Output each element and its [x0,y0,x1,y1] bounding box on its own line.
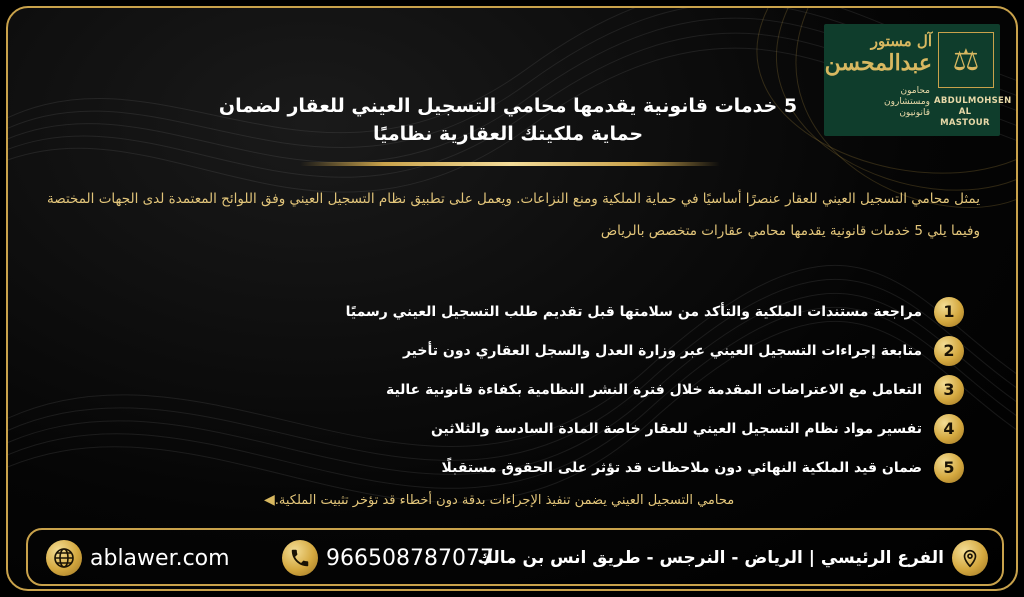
list-item [324,448,964,487]
phone-number: 966508787077 [326,545,494,571]
services-lead-in: وفيما يلي 5 خدمات قانونية يقدمها محامي عقارات متخصص بالرياض [600,223,980,239]
arrow-left-icon: ◀ [264,492,275,508]
scales-of-justice-icon: ⚖ [938,32,994,88]
brand-tagline-line3: قانونيون [899,108,930,118]
infographic-frame [6,6,1018,591]
address-text: الفرع الرئيسي | الرياض - النرجس - طريق انس بن مالك [477,548,944,568]
number-badge: 1 [934,297,964,327]
brand-name-arabic-line2: عبدالمحسن [824,50,932,76]
brand-logo [824,24,1012,136]
list-item [324,370,964,409]
page-title-line2: حماية ملكيتك العقارية نظاميًا [372,123,644,145]
service-text: تفسير مواد نظام التسجيل العيني للعقار خاصة المادة السادسة والثلاثين [430,420,922,437]
services-list [324,292,964,487]
brand-name-english-line2: AL MASTOUR [940,107,990,128]
number-badge: 3 [934,375,964,405]
list-item [324,409,964,448]
service-text: ضمان قيد الملكية النهائي دون ملاحظات قد تؤثر على الحقوق مستقبلًا [441,459,922,476]
service-text: التعامل مع الاعتراضات المقدمة خلال فترة النشر النظامية بكفاءة قانونية عالية [385,381,922,398]
list-item [324,292,964,331]
service-text: مراجعة مستندات الملكية والتأكد من سلامتها قبل تقديم طلب التسجيل العيني رسميًا [345,303,922,320]
intro-section [28,186,980,244]
brand-name-arabic [824,32,932,76]
brand-name-english [934,96,1012,129]
page-title-line1: 5 خدمات قانونية يقدمها محامي التسجيل العيني للعقار لضمان [218,95,798,117]
website-link[interactable] [46,538,230,578]
number-badge: 5 [934,453,964,483]
brand-tagline-arabic [830,86,930,119]
phone-icon [282,540,318,576]
globe-icon [46,540,82,576]
website-text: ablawer.com [90,545,230,571]
title-divider [300,162,720,166]
brand-name-arabic-line1: آل مستور [870,32,932,50]
closing-note-text: محامي التسجيل العيني يضمن تنفيذ الإجراءات بدقة دون أخطاء قد تؤخر تثبيت الملكية. [274,492,735,508]
brand-tagline-line2: ومستشارون [884,97,930,107]
brand-tagline-line1: محامون [900,86,930,96]
number-badge: 2 [934,336,964,366]
phone-link[interactable] [282,538,494,578]
closing-note [256,492,956,508]
number-badge: 4 [934,414,964,444]
service-text: متابعة إجراءات التسجيل العيني عبر وزارة العدل والسجل العقاري دون تأخير [402,342,922,359]
address [477,538,988,578]
page-title [198,92,818,148]
contact-footer [26,528,1004,586]
intro-paragraph: يمثل محامي التسجيل العيني للعقار عنصرًا أساسيًا في حماية الملكية ومنع النزاعات. ويعمل على تطبيق نظام التسجيل العيني وفق اللوائح المعتمدة لدى الجهات المختصة [47,191,980,207]
brand-name-english-line1: ABDULMOHSEN [934,96,1012,106]
location-pin-icon [952,540,988,576]
list-item [324,331,964,370]
